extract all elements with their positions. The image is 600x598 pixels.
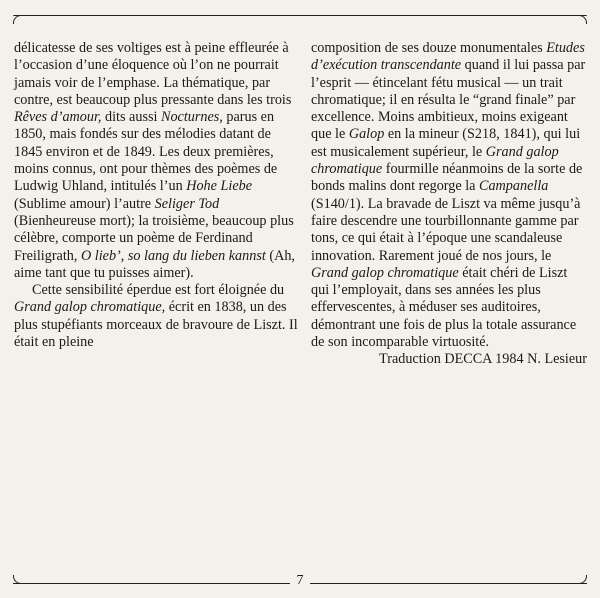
italic-title-text: Grand galop chromatique	[311, 143, 559, 178]
page-number: 7	[296, 573, 304, 588]
translation-credit: Traduction DECCA 1984 N. Lesieur	[379, 351, 587, 368]
italic-title-text: Hohe Liebe	[186, 178, 253, 195]
body-text: composition de ses douze monumentales	[311, 40, 547, 56]
body-text: (Sublime amour) l’autre	[14, 195, 155, 212]
italic-title-text: Etudes d’exécution transcendante	[311, 40, 585, 74]
right-column	[311, 40, 587, 369]
body-text: écrit en 1838, un des plus stupéfiants morceaux de bravoure de Liszt. Il était en pleine	[14, 299, 298, 351]
body-text: était chéri de Liszt qui l’employait, dans ses années les plus effervescentes, à méduser ses auditoires, démontrant une fois de plus la totale assurance de son incomparable virtuosité.	[311, 264, 577, 351]
body-text: quand il lui passa par l’esprit — étincelant fétu musical — un trait chromatique; il en résulta le “grand finale” par excellence. Moins ambitieux, moins exigeant que le	[311, 57, 586, 143]
italic-title-text: Galop	[348, 126, 385, 143]
footer-rule-left	[13, 583, 290, 584]
top-border-rule	[13, 15, 587, 16]
body-text: (Bienheureuse mort); la troisième, beaucoup plus célèbre, comporte un poème de Ferdinand Freiligrath,	[14, 212, 294, 264]
italic-title-text: Grand galop chromatique,	[14, 299, 166, 316]
body-text: en la mineur (S218, 1841), qui lui est musicalement supérieur, le	[311, 126, 581, 160]
italic-title-text: Campanella	[479, 178, 549, 195]
left-paragraph-continued	[14, 40, 301, 282]
page-footer	[13, 573, 587, 593]
right-paragraph-continued	[311, 40, 587, 351]
body-text: délicatesse de ses voltiges est à peine effleurée à l’occasion d’une éloquence où l’on ne pourrait jamais voir de l’emphase. La thématique, par contre, est beaucoup plus pressante dans les trois	[14, 40, 292, 108]
body-text: dits aussi	[101, 109, 161, 126]
italic-title-text: Nocturnes,	[160, 109, 223, 126]
italic-title-text: Rêves d’amour,	[14, 109, 102, 126]
italic-title-text: Seliger Tod	[154, 195, 220, 212]
italic-title-text: O lieb’, so lang du lieben kannst	[80, 247, 266, 264]
body-text: (Ah, aime tant que tu puisses aimer).	[14, 247, 295, 281]
italic-title-text: Grand galop chromatique	[311, 264, 459, 281]
body-text: fourmille néanmoins de la sorte de bonds malins dont regorge la	[311, 161, 583, 195]
body-text: Cette sensibilité éperdue est fort éloignée du	[32, 282, 285, 299]
body-text: parus en 1850, mais fondés sur des mélodies datant de 1845 environ et de 1849. Les deux premières, moins connus, ont pour thèmes des poèmes de Ludwig Uhland, intitulés l’un	[14, 109, 278, 195]
body-text: (S140/1). La bravade de Liszt va même jusqu’à faire descendre une tourbillonnante gamme par tons, ce qui était à l’époque une scandaleuse innovation. Rarement joué de nos jours, le	[311, 195, 581, 264]
left-paragraph-galop	[14, 282, 301, 351]
footer-rule-right	[310, 583, 587, 584]
left-column	[14, 40, 301, 351]
